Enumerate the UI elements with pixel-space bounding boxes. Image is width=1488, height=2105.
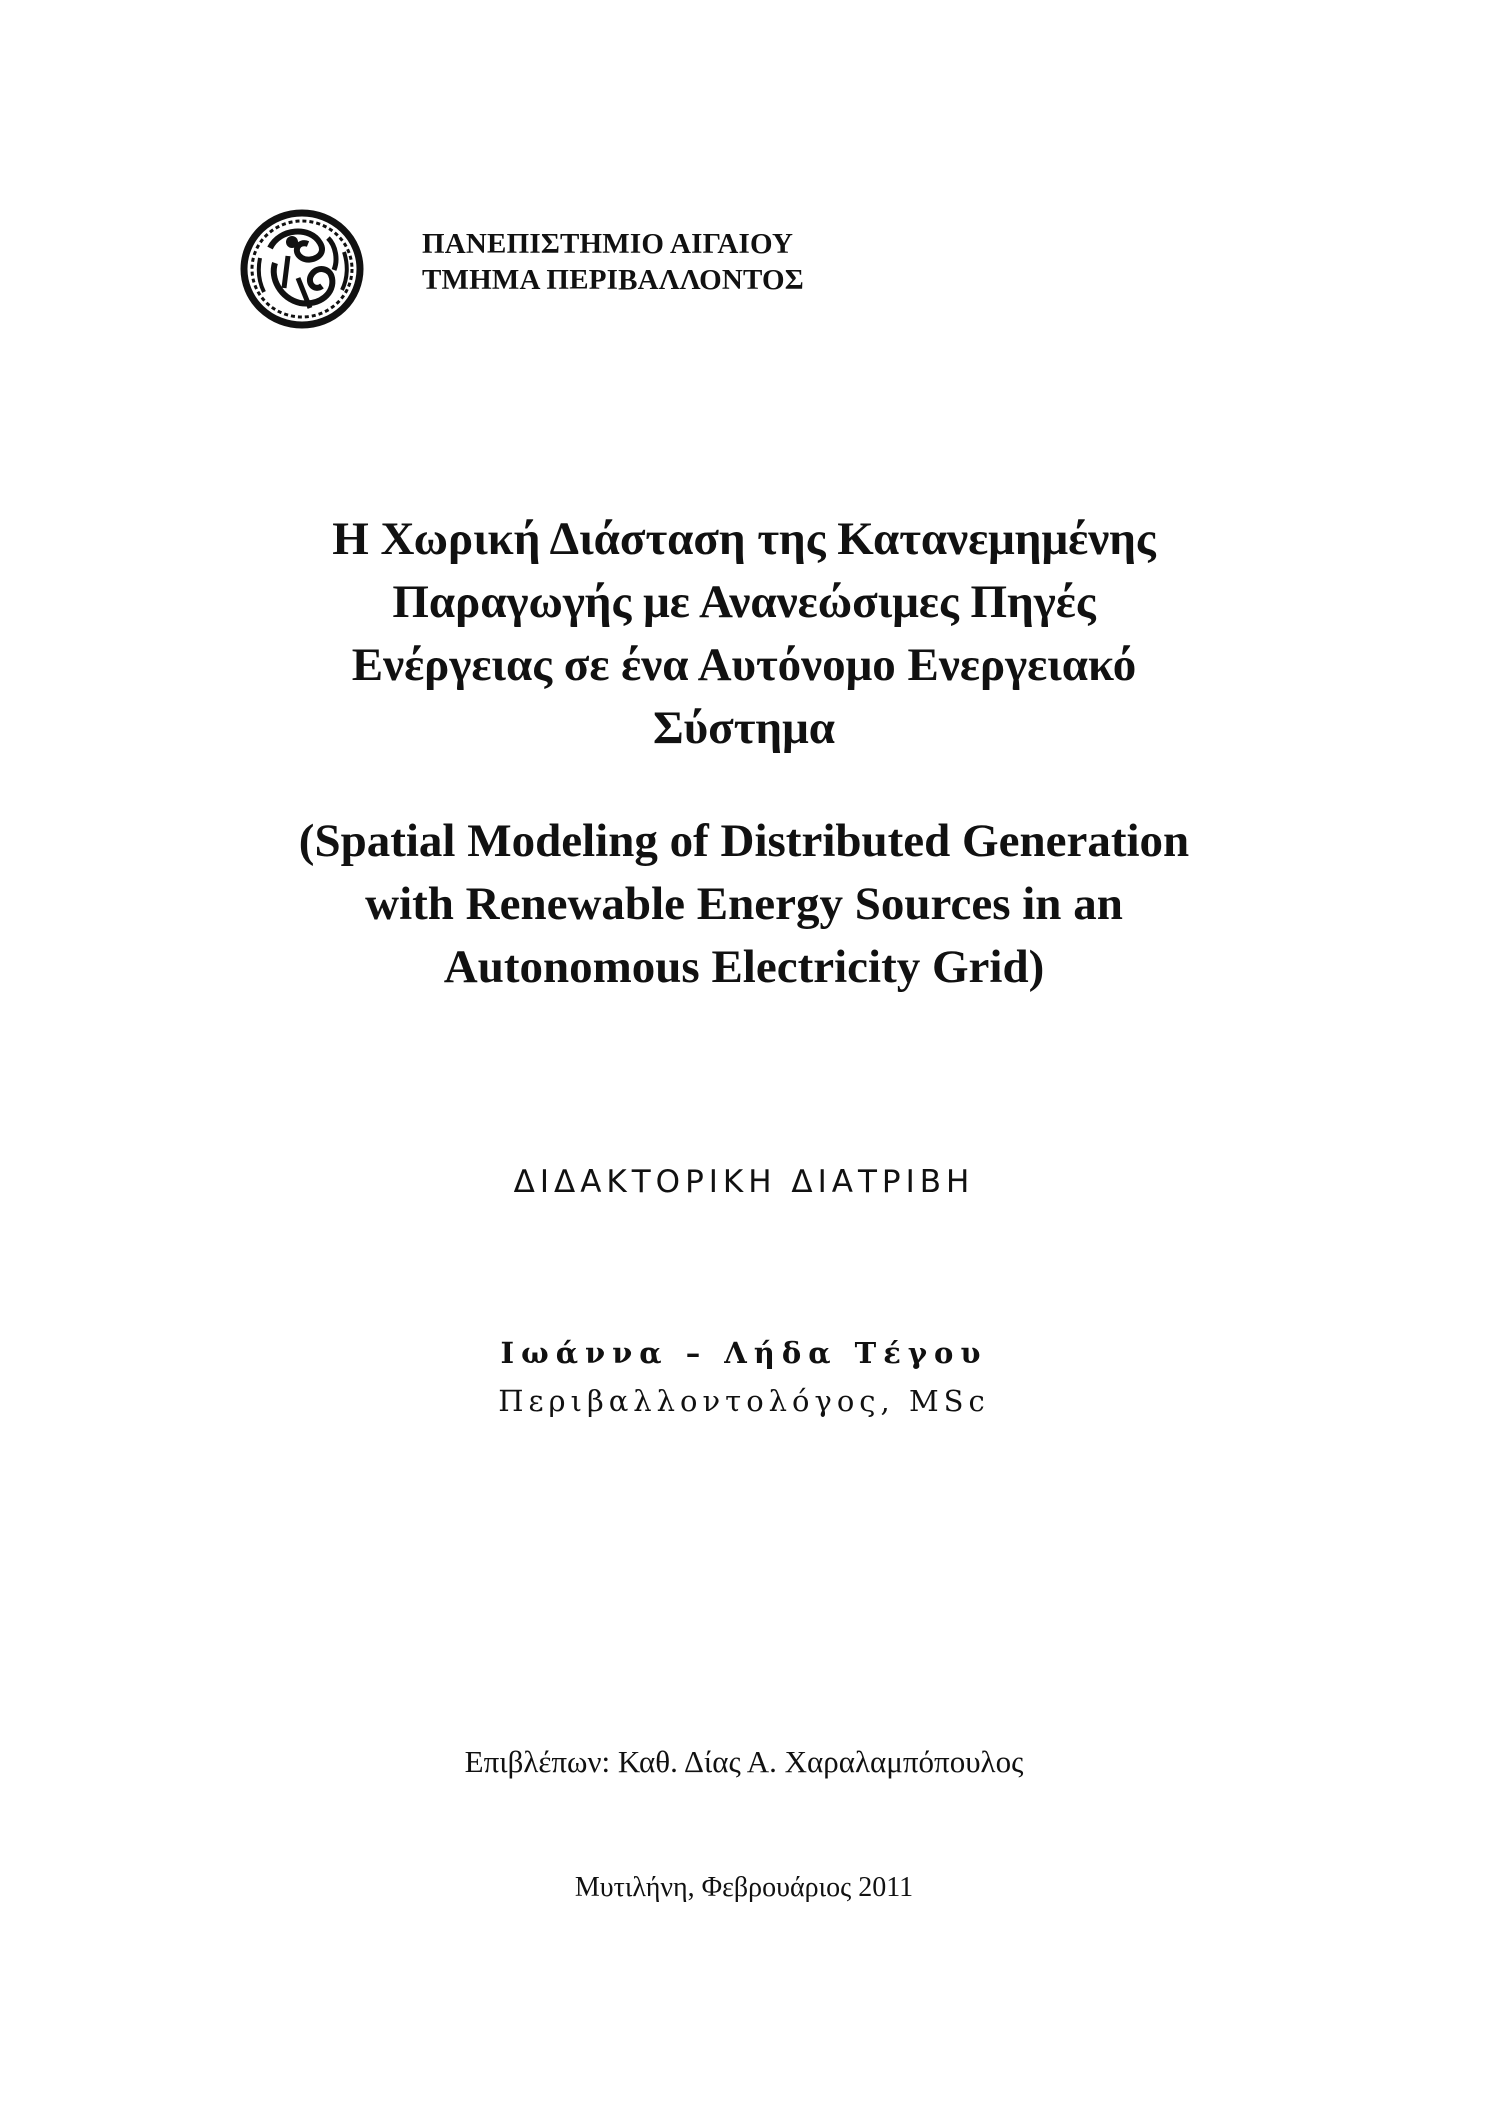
greek-title-line: Η Χωρική Διάσταση της Κατανεμημένης: [332, 513, 1156, 565]
place-date: Μυτιλήνη, Φεβρουάριος 2011: [574, 1872, 914, 1903]
department-name: ΤΜΗΜΑ ΠΕΡΙΒΑΛΛΟΝΤΟΣ: [422, 264, 804, 296]
english-title: [0, 810, 1488, 999]
institution-block: [422, 226, 804, 298]
english-title-line: (Spatial Modeling of Distributed Generation: [298, 815, 1190, 867]
supervisor: Επιβλέπων: Καθ. Δίας Α. Χαραλαμπόπουλος: [464, 1744, 1024, 1779]
university-seal-icon: [240, 208, 364, 330]
greek-title-line: Παραγωγής με Ανανεώσιμες Πηγές: [392, 576, 1096, 628]
greek-title-line: Ενέργειας σε ένα Αυτόνομο Ενεργειακό: [351, 639, 1137, 691]
document-type: ΔΙΔΑΚΤΟΡΙΚΗ ΔΙΑΤΡΙΒΗ: [513, 1164, 975, 1200]
university-name: ΠΑΝΕΠΙΣΤΗΜΙΟ ΑΙΓΑΙΟΥ: [422, 228, 794, 260]
author-name: Ιωάννα – Λήδα Τέγου: [500, 1336, 988, 1370]
greek-title-line: Σύστημα: [653, 702, 835, 754]
author-role: Περιβαλλοντολόγος, MSc: [498, 1384, 990, 1418]
english-title-line: with Renewable Energy Sources in an: [365, 878, 1123, 930]
header: [240, 200, 940, 330]
greek-title: [0, 508, 1488, 760]
english-title-line: Autonomous Electricity Grid): [443, 941, 1045, 993]
